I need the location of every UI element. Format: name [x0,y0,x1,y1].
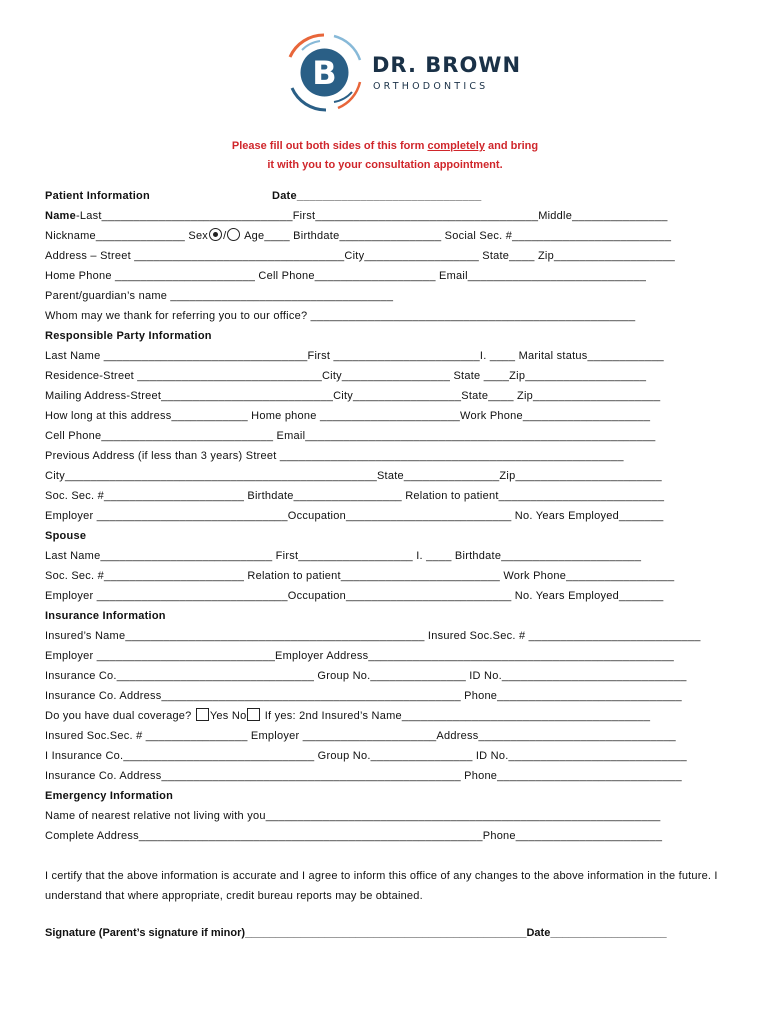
form-field-row[interactable]: Last Name ________________________________First _______________________I. ____ Marital status____________ [45,350,664,362]
sex-radio-female[interactable] [227,228,240,241]
patient-information-row[interactable] [45,186,735,206]
section-heading: Patient Information [45,190,150,202]
patient-form [45,186,735,846]
brand-name: DR. BROWN [372,53,522,77]
form-field-row[interactable]: Insurance Co. Address_______________________________________________ Phone_____________________________ [45,690,682,702]
form-field-row[interactable]: I Insurance Co.______________________________ Group No.________________ ID No.____________________________ [45,750,687,762]
form-field-row[interactable]: Address – Street _________________________________City__________________ State____ Zip___________________ [45,250,675,262]
nickname-field-row[interactable]: Nickname______________ Sex / Age____ Birthdate________________ Social Sec. #_________________________ [45,230,672,242]
form-field-row[interactable]: Parent/guardian’s name ___________________________________ [45,290,394,302]
form-field-row[interactable]: Soc. Sec. #______________________ Birthdate_________________ Relation to patient__________________________ [45,490,665,502]
form-field-row[interactable]: Mailing Address-Street___________________________City_________________State____ Zip____________________ [45,390,661,402]
sex-radio-male[interactable] [209,228,222,241]
logo-letter: B [312,54,337,92]
form-field-row[interactable]: Cell Phone___________________________ Email_______________________________________________________ [45,430,656,442]
notice-line-1: Please fill out both sides of this form completely and bring [231,140,539,152]
form-field-row[interactable]: Insured Soc.Sec. # ________________ Employer _____________________Address_______________________________ [45,730,676,742]
certification-statement: I certify that the above information is accurate and I agree to inform this office of any changes to the above information in the future. I understand that where appropriate, credit bureau reports may be obtained. [45,870,718,902]
form-field-row[interactable]: Last Name___________________________ First__________________ I. ____ Birthdate______________________ [45,550,642,562]
section-heading: Spouse [45,530,87,542]
form-field-row[interactable]: Insured’s Name_______________________________________________ Insured Soc.Sec. # ___________________________ [45,630,701,642]
form-field-row[interactable]: Employer ____________________________Employer Address________________________________________________ [45,650,674,662]
form-field-row[interactable]: How long at this address____________ Home phone ______________________Work Phone____________________ [45,410,651,422]
name-field-row[interactable]: Name-Last______________________________First___________________________________Middle_______________ [45,210,668,222]
brand-emblem-icon [282,30,367,115]
section-heading: Responsible Party Information [45,330,212,342]
notice-line-2: it with you to your consultation appointment. [267,159,503,171]
dual-coverage-no-checkbox[interactable] [247,708,260,721]
form-field-row[interactable]: Whom may we thank for referring you to our office? ___________________________________________________ [45,310,636,322]
form-field-row[interactable]: Insurance Co. Address_______________________________________________ Phone_____________________________ [45,770,682,782]
form-field-row[interactable]: Previous Address (if less than 3 years) Street ______________________________________________________ [45,450,624,462]
signature-line[interactable]: Signature (Parent’s signature if minor)______________________________________________Date___________________ [45,927,667,939]
form-field-row[interactable]: Residence-Street _____________________________City_________________ State ____Zip___________________ [45,370,647,382]
instructions-notice [0,137,770,175]
form-field-row[interactable]: Home Phone ______________________ Cell Phone___________________ Email____________________________ [45,270,647,282]
form-field-row[interactable]: Employer ______________________________Occupation__________________________ No. Years Employed_______ [45,510,664,522]
date-field[interactable]: Date_____________________________ [272,190,482,202]
form-field-row[interactable]: Insurance Co._______________________________ Group No._______________ ID No._____________________________ [45,670,687,682]
brand-subtitle: ORTHODONTICS [373,81,489,92]
form-field-row[interactable]: Employer ______________________________Occupation__________________________ No. Years Employed_______ [45,590,664,602]
section-heading: Emergency Information [45,790,174,802]
form-field-row[interactable]: Complete Address______________________________________________________Phone_______________________ [45,830,663,842]
form-field-row[interactable]: Name of nearest relative not living with you______________________________________________________________ [45,810,661,822]
brand-logo [282,30,522,115]
dual-coverage-row[interactable]: Do you have dual coverage? Yes No If yes: 2nd Insured’s Name_______________________________________ [45,710,651,722]
form-field-row[interactable]: Soc. Sec. #______________________ Relation to patient_________________________ Work Phone_________________ [45,570,675,582]
section-heading: Insurance Information [45,610,166,622]
dual-coverage-yes-checkbox[interactable] [196,708,209,721]
form-field-row[interactable]: City_________________________________________________State_______________Zip_______________________ [45,470,662,482]
